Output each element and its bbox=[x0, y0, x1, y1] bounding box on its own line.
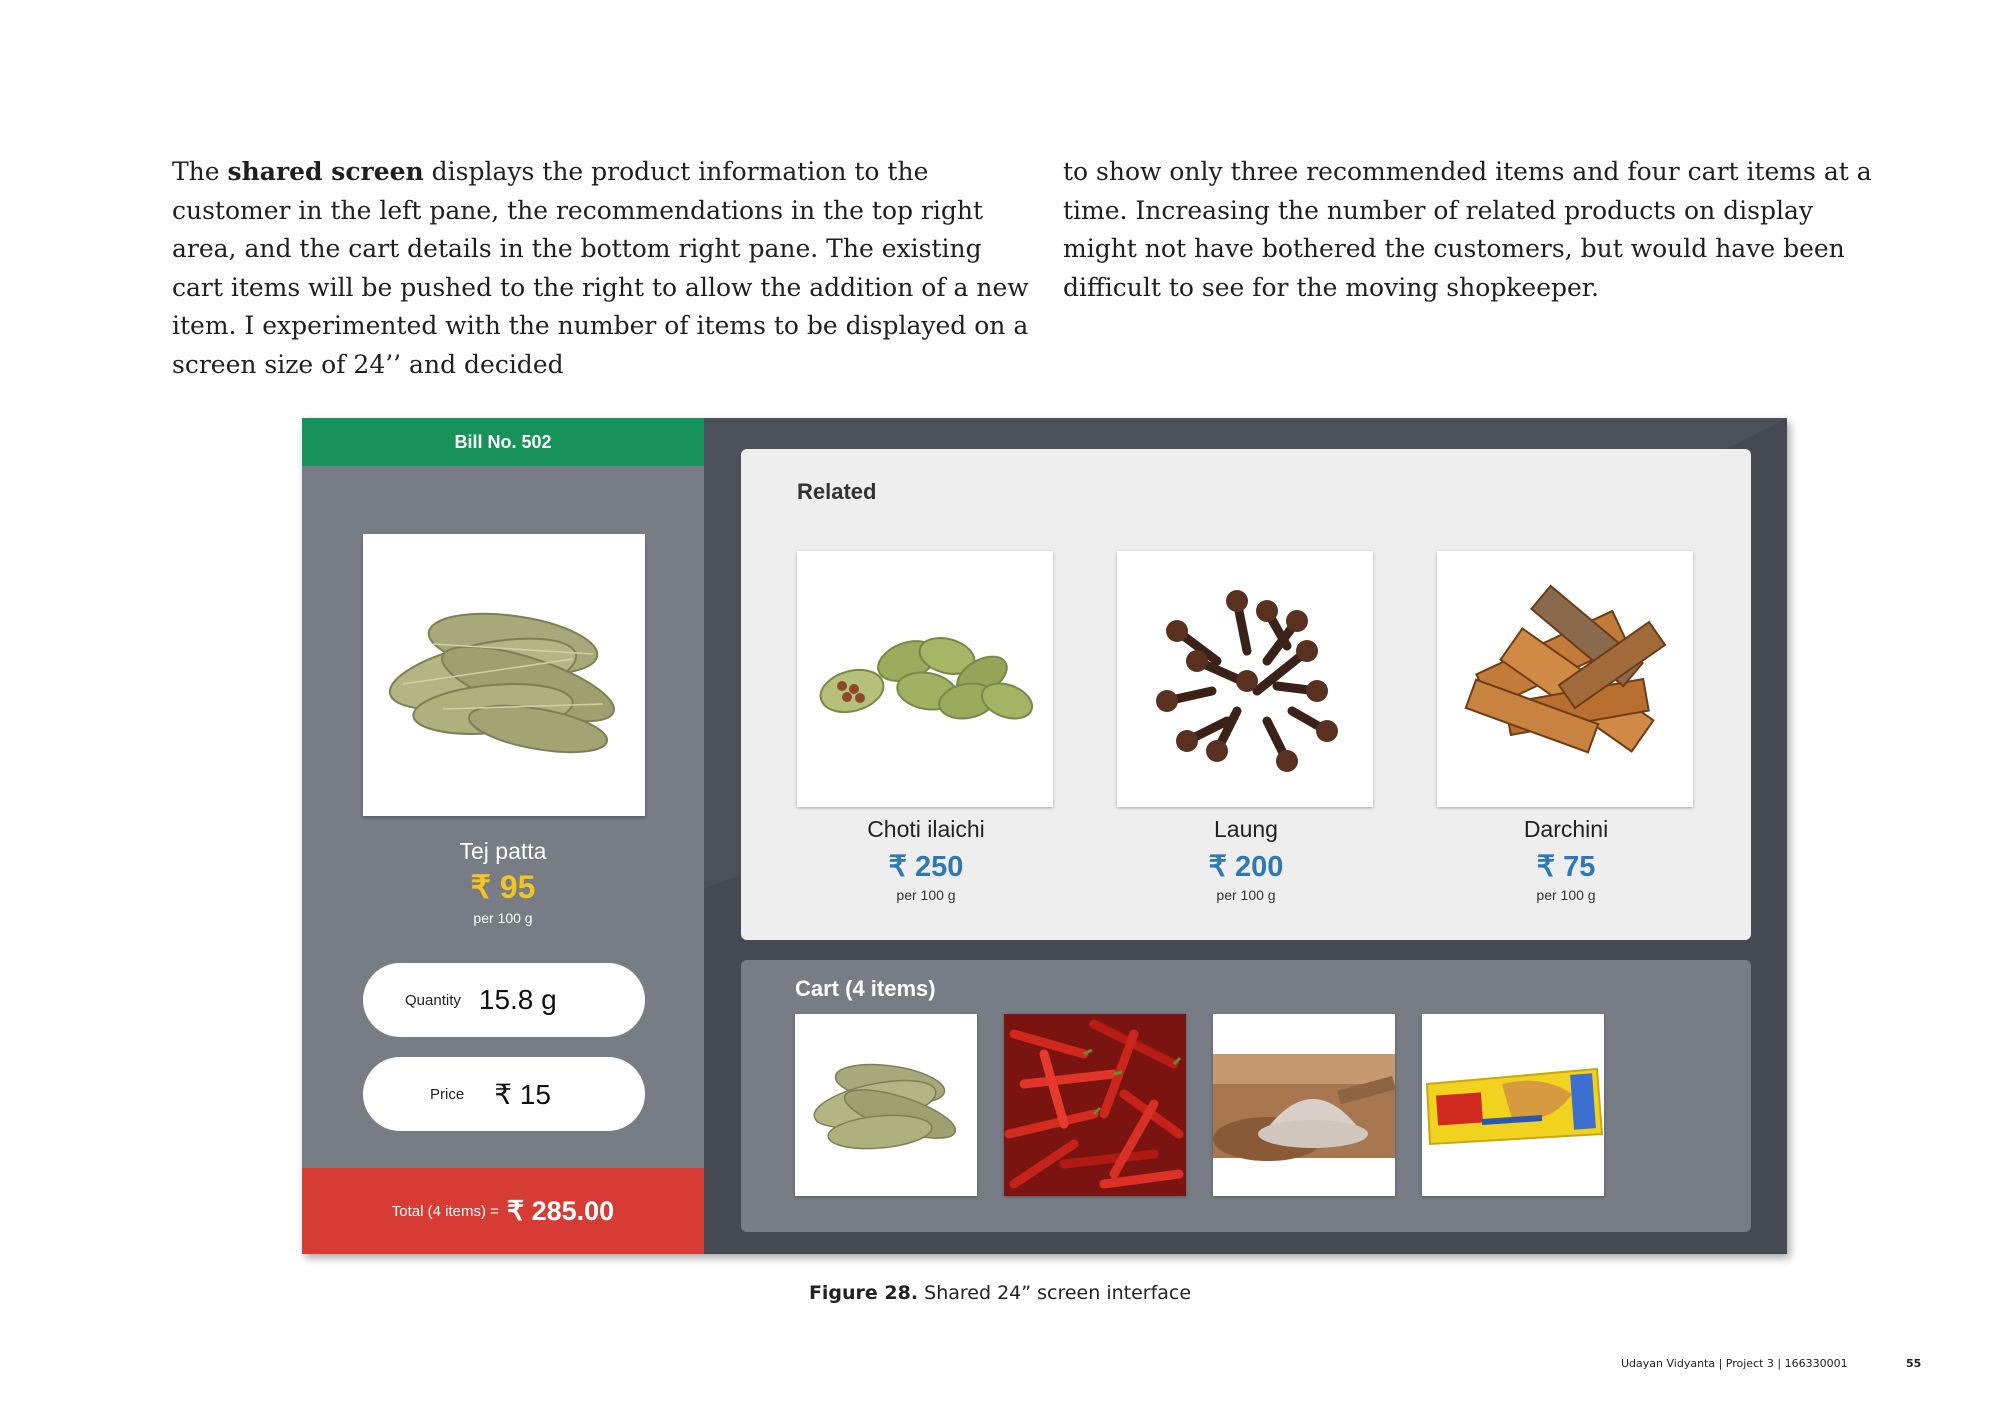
related-panel bbox=[741, 449, 1751, 940]
product-unit: per 100 g bbox=[473, 910, 533, 926]
body-text-intro: The bbox=[172, 157, 228, 186]
figure-text: Shared 24” screen interface bbox=[918, 1282, 1192, 1304]
flour-image[interactable] bbox=[1213, 1014, 1395, 1196]
related-item-unit: per 100 g bbox=[1216, 887, 1276, 903]
related-item-price: ₹ 75 bbox=[1536, 851, 1596, 883]
quantity-field bbox=[363, 963, 645, 1037]
price-field bbox=[363, 1057, 645, 1131]
related-title: Related bbox=[797, 479, 877, 504]
red-chillies-image[interactable] bbox=[1004, 1014, 1186, 1196]
body-text-right: to show only three recommended items and four cart items at a time. Increasing the number of related products on display might not have bothered the customers, but would have been difficult to see for the moving shopkeeper. bbox=[1063, 157, 1872, 302]
related-item[interactable] bbox=[797, 551, 1055, 903]
bill-number: Bill No. 502 bbox=[302, 418, 704, 466]
product-price: ₹ 95 bbox=[470, 869, 536, 905]
related-item-name: Darchini bbox=[1523, 816, 1609, 842]
product-info-pane bbox=[302, 418, 704, 1254]
body-text-bold: shared screen bbox=[227, 157, 424, 186]
body-text-rest: displays the product information to the customer in the left pane, the recommendations in the top right area, and the cart details in the bottom right pane. The existing cart items will be pushed to the right to allow the addition of a new item. I experimented with the number of items to be displayed on a screen size of 24’’ and decided bbox=[172, 157, 1029, 379]
figure-caption bbox=[0, 1282, 2000, 1304]
related-item[interactable] bbox=[1437, 551, 1695, 903]
figure-label: Figure 28. bbox=[808, 1282, 919, 1304]
cart-title: Cart (4 items) bbox=[795, 976, 936, 1001]
cinnamon-image bbox=[1437, 551, 1693, 807]
cloves-image bbox=[1117, 551, 1373, 807]
related-item-unit: per 100 g bbox=[896, 887, 956, 903]
price-value: ₹ 15 bbox=[494, 1078, 551, 1110]
related-item[interactable] bbox=[1117, 551, 1375, 903]
page-number: 55 bbox=[1906, 1357, 1922, 1370]
related-item-price: ₹ 200 bbox=[1208, 851, 1284, 883]
bay-leaves-image bbox=[363, 534, 645, 816]
cardamom-image bbox=[797, 551, 1053, 807]
product-name: Tej patta bbox=[459, 838, 547, 864]
quantity-value: 15.8 g bbox=[478, 984, 557, 1015]
total-label: Total (4 items) = bbox=[391, 1202, 499, 1220]
shared-screen-interface bbox=[302, 418, 1787, 1254]
total-value: ₹ 285.00 bbox=[506, 1195, 615, 1226]
related-item-name: Choti ilaichi bbox=[867, 816, 985, 842]
bay-leaves-image[interactable] bbox=[795, 1014, 977, 1196]
quantity-label: Quantity bbox=[405, 991, 461, 1009]
price-label: Price bbox=[430, 1085, 465, 1103]
noodles-packet-image[interactable] bbox=[1422, 1014, 1604, 1196]
cart-panel bbox=[741, 960, 1751, 1232]
footer-author: Udayan Vidyanta | Project 3 | 166330001 bbox=[1621, 1357, 1848, 1370]
body-text-left bbox=[172, 153, 1032, 384]
related-item-price: ₹ 250 bbox=[888, 851, 964, 883]
total-bar bbox=[302, 1168, 704, 1254]
related-item-unit: per 100 g bbox=[1536, 887, 1596, 903]
related-item-name: Laung bbox=[1214, 816, 1278, 842]
